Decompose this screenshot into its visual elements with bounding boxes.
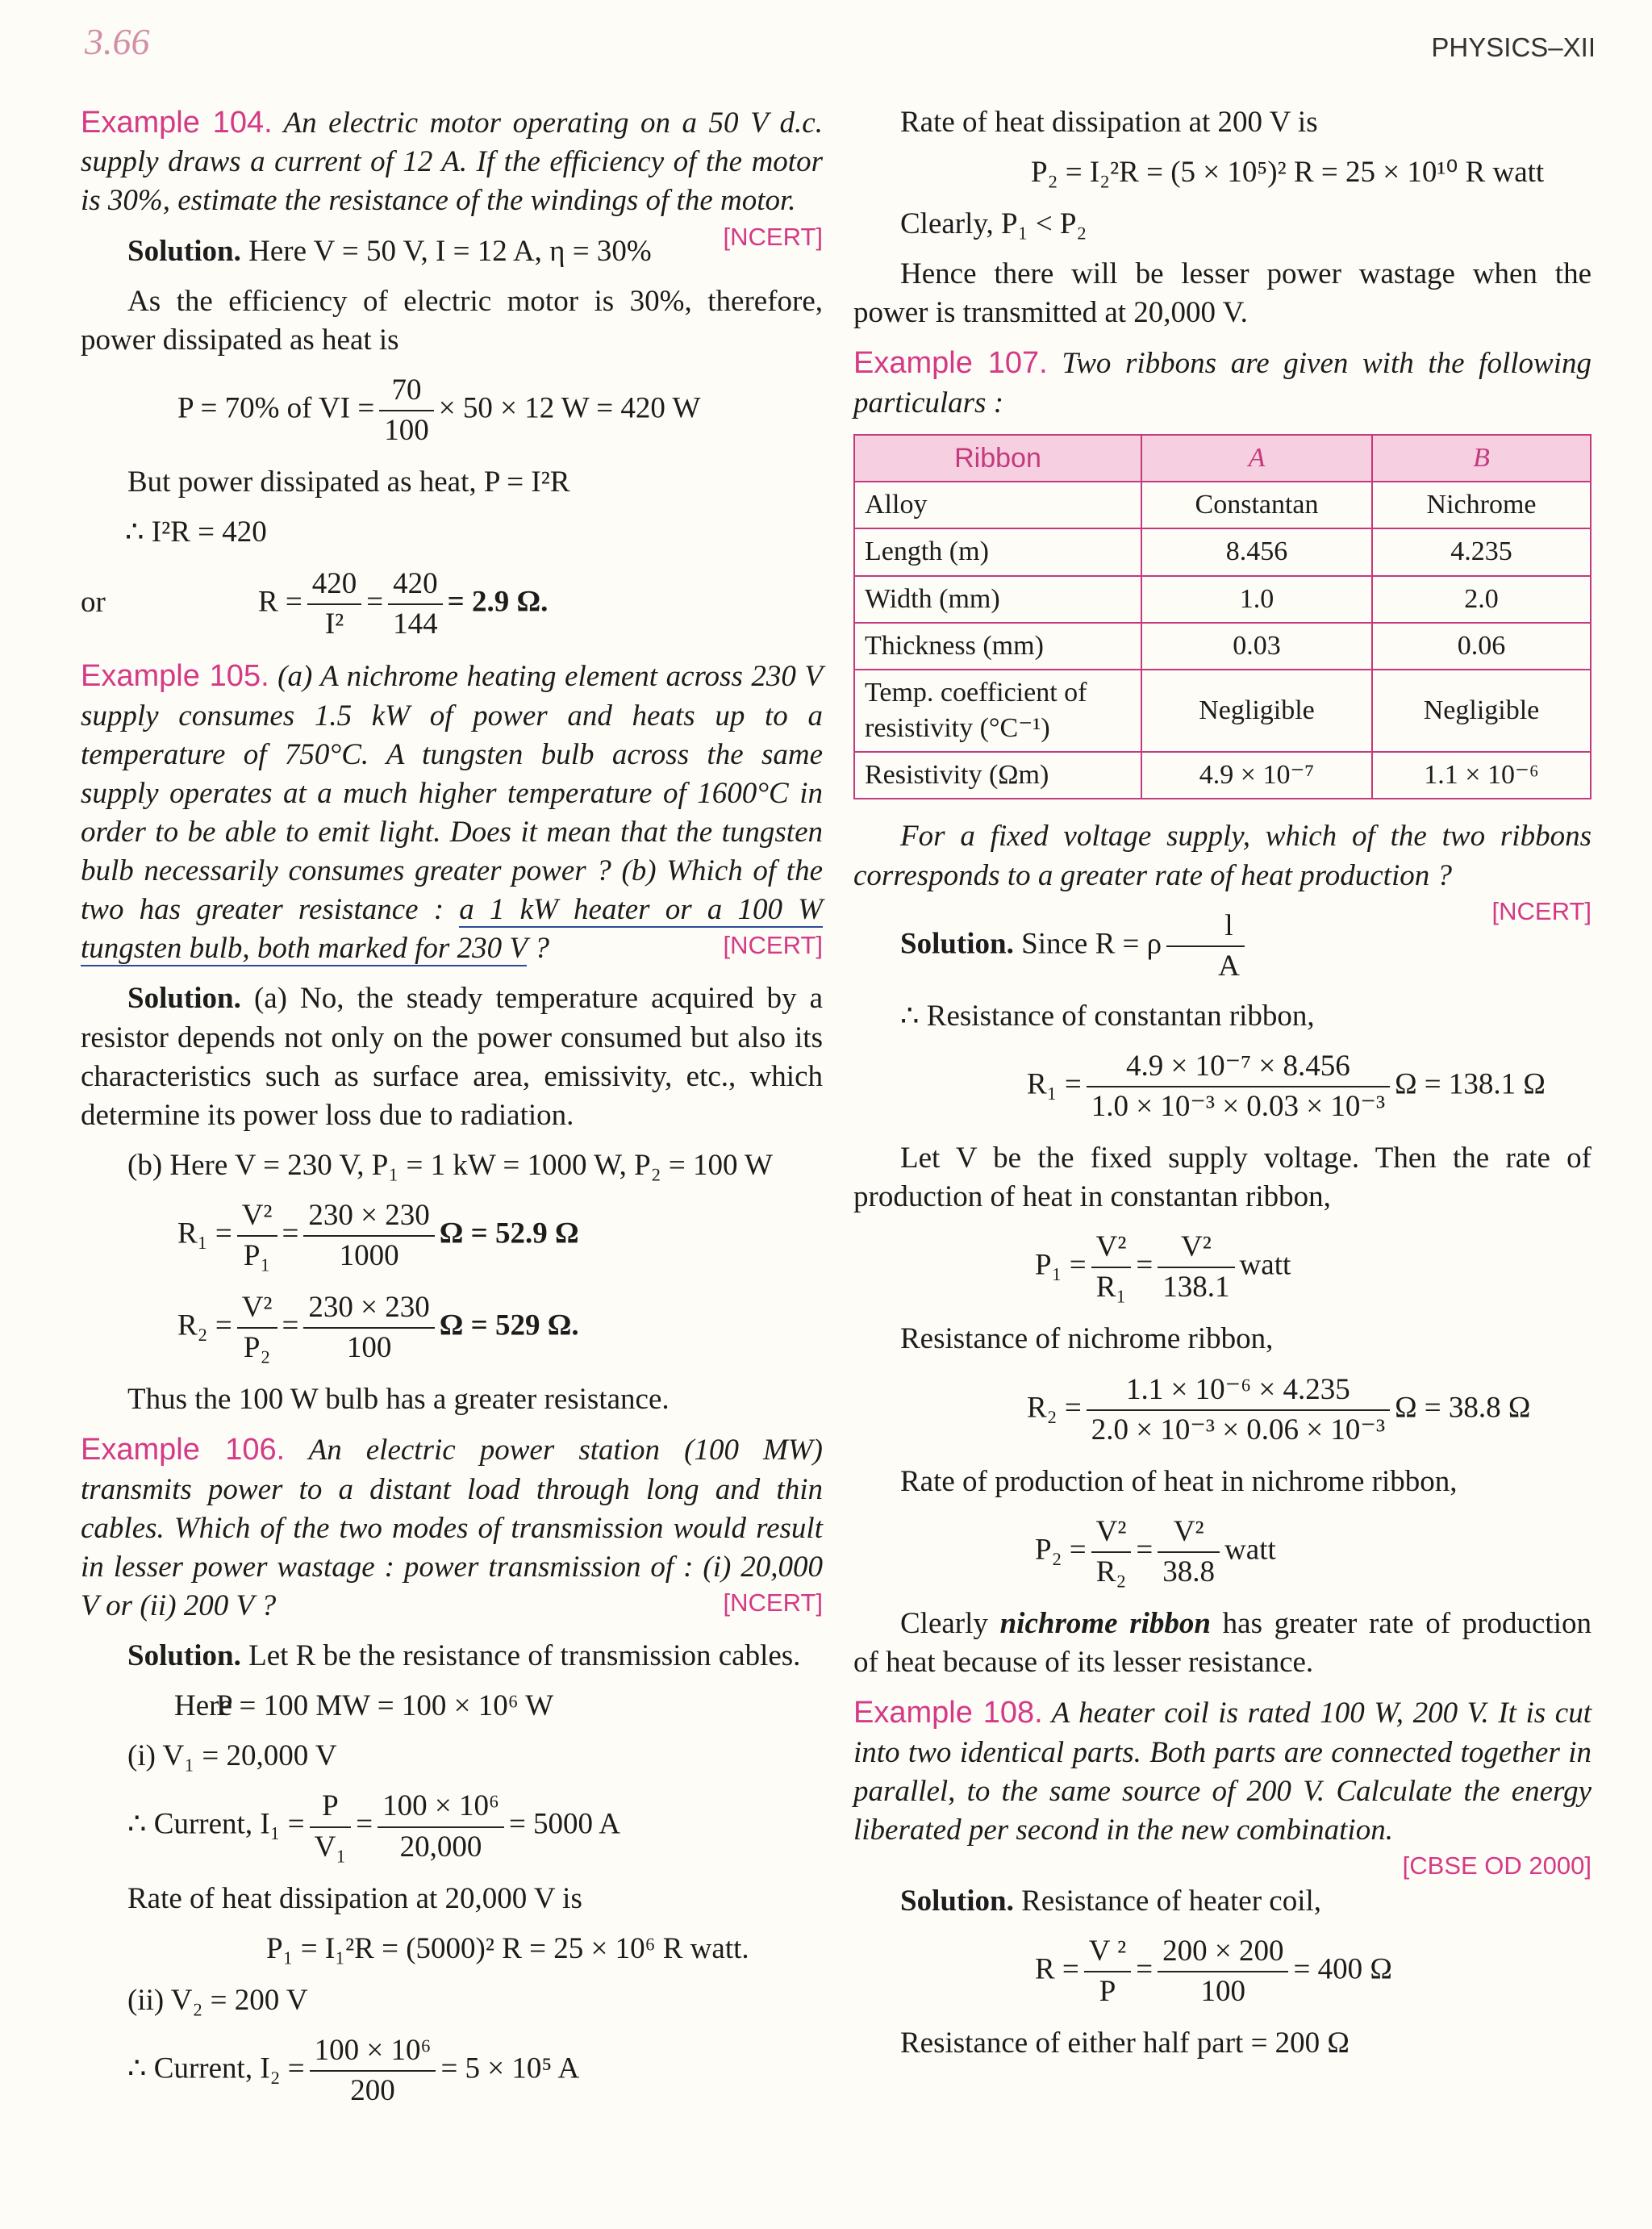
example-label: Example 104. — [81, 106, 273, 140]
eq-text: = 5 × 10⁵ A — [440, 2052, 580, 2085]
solution-line: Here V = 50 V, I = 12 A, η = 30% — [248, 234, 652, 268]
denominator: 200 — [350, 2074, 395, 2108]
denominator: 1.0 × 10⁻³ × 0.03 × 10⁻³ — [1091, 1090, 1386, 1124]
paragraph: Thus the 100 W bulb has a greater resistance. — [127, 1383, 670, 1417]
fraction — [303, 1196, 434, 1275]
solution-106 — [81, 1637, 823, 1676]
table-cell: 2.0 — [1372, 576, 1591, 623]
solution-label: Solution. — [900, 1885, 1014, 1918]
denominator: 2.0 × 10⁻³ × 0.06 × 10⁻³ — [1091, 1413, 1386, 1446]
fraction — [1087, 1371, 1390, 1450]
table-cell: 0.03 — [1141, 623, 1372, 670]
equation: P₁ = I₁²R = (5000)² R = 25 × 10⁶ R watt. — [266, 1931, 749, 1965]
eq-text: × 50 × 12 W = 420 W — [438, 391, 701, 425]
numerator: 1.1 × 10⁻⁶ × 4.235 — [1087, 1371, 1390, 1411]
paragraph: Resistance of either half part = 200 Ω — [900, 2027, 1350, 2060]
equation — [1027, 1371, 1592, 1450]
left-column — [81, 103, 823, 2123]
paragraph: Clearly, P₁ < P₂ — [900, 207, 1087, 241]
numerator: 230 × 230 — [303, 1288, 434, 1329]
numerator: 70 — [379, 371, 434, 411]
paragraph — [853, 1605, 1592, 1682]
numerator: 200 × 200 — [1158, 1932, 1288, 1972]
denominator: 138.1 — [1162, 1271, 1230, 1304]
eq-text: watt — [1224, 1533, 1276, 1567]
denominator: I² — [324, 607, 344, 641]
example-text: An electric motor operating on a 50 V d.c. supply draws a current of 12 A. If the efficiency of the motor is 30%, estimate the resistance of the windings of the motor. — [81, 106, 823, 218]
equation — [127, 2031, 823, 2110]
example-label: Example 108. — [853, 1696, 1043, 1730]
example-105 — [81, 657, 823, 968]
reference-tag: [NCERT] — [723, 931, 823, 960]
example-label: Example 106. — [81, 1433, 286, 1467]
denominator: 100 — [346, 1331, 392, 1365]
equation — [127, 1787, 823, 1866]
eq-text: R = — [258, 585, 302, 619]
fraction — [1158, 1932, 1288, 2011]
paragraph: As the efficiency of electric motor is 30%, therefore, power dissipated as heat is — [81, 284, 823, 357]
denominator: 100 — [1200, 1975, 1246, 2009]
equation — [1035, 1932, 1592, 2011]
eq-text: = — [282, 1309, 299, 1342]
fraction — [1087, 1047, 1390, 1126]
numerator: V² — [1091, 1513, 1132, 1553]
page-number: 3.66 — [85, 21, 150, 62]
denominator: R₂ — [1095, 1555, 1127, 1588]
table-cell: Negligible — [1372, 670, 1591, 752]
solution-label: Solution. — [127, 982, 241, 1016]
eq-text: ∴ Current, I₂ = — [127, 2052, 305, 2085]
eq-text: Ω = 38.8 Ω — [1395, 1391, 1531, 1425]
book-title: PHYSICS–XII — [1431, 32, 1596, 62]
eq-text: Here — [174, 1689, 232, 1723]
eq-text: = — [1136, 1533, 1153, 1567]
paragraph: Hence there will be lesser power wastage when the power is transmitted at 20,000 V. — [853, 257, 1592, 330]
denominator: 144 — [393, 607, 438, 641]
table-cell: 1.0 — [1141, 576, 1372, 623]
numerator: 420 — [307, 565, 362, 605]
table-cell: Constantan — [1141, 482, 1372, 528]
solution-label: Solution. — [127, 1639, 241, 1673]
denominator: P₁ — [243, 1239, 271, 1273]
eq-text: = — [366, 585, 384, 619]
equation — [81, 565, 823, 644]
numerator: l — [1166, 907, 1245, 947]
eq-text: P = 70% of VI = — [177, 391, 375, 425]
table-cell: Temp. coefficient of resistivity (°C⁻¹) — [854, 670, 1141, 752]
example-text: An electric power station (100 MW) transmits power to a distant load through long and thin cables. Which of the two modes of transmission would result in lesser power wastage : power transmission of : (i) 20,000 V or (ii) 200 V ? — [81, 1434, 823, 1623]
eq-text: = — [282, 1217, 299, 1250]
table-cell: 4.235 — [1372, 528, 1591, 575]
underlined-text: a 1 kW heater or a 100 W tungsten bulb, both marked for 230 V — [81, 893, 823, 966]
question-text: For a fixed voltage supply, which of the two ribbons corresponds to a greater rate of heat production ? — [853, 820, 1592, 892]
fraction — [1084, 1932, 1131, 2011]
text: Clearly — [900, 1607, 1000, 1641]
eq-text: P₂ = — [1035, 1533, 1087, 1567]
numerator: 4.9 × 10⁻⁷ × 8.456 — [1087, 1047, 1390, 1087]
fraction — [1158, 1513, 1220, 1592]
eq-text: watt — [1239, 1248, 1291, 1282]
table-header: Ribbon — [854, 435, 1141, 482]
eq-text: R₁ = — [177, 1217, 232, 1250]
eq-text: R₁ = — [1027, 1067, 1082, 1101]
fraction — [310, 1787, 352, 1866]
equation — [177, 1196, 823, 1275]
table-cell: 4.9 × 10⁻⁷ — [1141, 752, 1372, 799]
denominator: R₁ — [1095, 1271, 1127, 1304]
example-107 — [853, 344, 1592, 422]
denominator: P — [1099, 1975, 1116, 2009]
table-cell: Resistivity (Ωm) — [854, 752, 1141, 799]
equation: ∴ I²R = 420 — [125, 516, 267, 549]
numerator: V² — [1158, 1513, 1220, 1553]
example-108 — [853, 1693, 1592, 1880]
solution-104 — [81, 232, 823, 271]
denominator: 100 — [384, 413, 429, 447]
paragraph: Rate of production of heat in nichrome ribbon, — [900, 1464, 1458, 1498]
table-header: B — [1372, 435, 1591, 482]
numerator: V² — [1158, 1228, 1234, 1268]
eq-text: Since R = ρ — [1021, 927, 1162, 961]
paragraph: (i) V₁ = 20,000 V — [127, 1739, 337, 1773]
solution-line: Let R be the resistance of transmission cables. — [248, 1639, 801, 1673]
fraction — [1091, 1513, 1132, 1592]
equation — [1027, 1047, 1592, 1126]
fraction — [303, 1288, 434, 1367]
fraction — [378, 1787, 504, 1866]
table-cell: 8.456 — [1141, 528, 1372, 575]
fraction — [1091, 1228, 1132, 1307]
fraction — [388, 565, 443, 644]
equation: P₂ = I₂²R = (5 × 10⁵)² R = 25 × 10¹⁰ R watt — [1031, 156, 1545, 190]
denominator: 20,000 — [399, 1830, 482, 1864]
numerator: V² — [237, 1196, 277, 1237]
fraction — [379, 371, 434, 450]
example-text: A heater coil is rated 100 W, 200 V. It is cut into two identical parts. Both parts are connected together in parallel, to the same source of 200 V. Calculate the energy liberated per second in the new combination. — [853, 1697, 1592, 1847]
example-text: ? — [527, 932, 550, 966]
example-label: Example 107. — [853, 346, 1048, 381]
fraction — [307, 565, 362, 644]
eq-text: = — [1136, 1248, 1153, 1282]
table-row — [854, 670, 1591, 752]
equation — [1035, 1513, 1592, 1592]
eq-result: = 2.9 Ω. — [447, 585, 549, 619]
fraction — [1166, 907, 1245, 986]
eq-text: R₂ = — [177, 1309, 232, 1342]
eq-text: ∴ Current, I₁ = — [127, 1808, 305, 1842]
example-106 — [81, 1430, 823, 1626]
eq-result: Ω = 529 Ω. — [439, 1309, 579, 1342]
fraction — [1158, 1228, 1234, 1307]
reference-tag: [NCERT] — [1491, 896, 1592, 925]
paragraph: ∴ Resistance of constantan ribbon, — [900, 999, 1315, 1033]
eq-text: R = — [1035, 1952, 1079, 1986]
solution-line: Resistance of heater coil, — [1021, 1885, 1322, 1918]
solution-label: Solution. — [127, 234, 241, 268]
numerator: V² — [1091, 1228, 1132, 1268]
eq-text: Ω = 138.1 Ω — [1395, 1067, 1546, 1101]
eq-text: = 400 Ω — [1293, 1952, 1392, 1986]
eq-text: or — [81, 585, 106, 619]
denominator: 1000 — [339, 1239, 399, 1273]
eq-text: = — [1136, 1952, 1153, 1986]
eq-text: P₁ = — [1035, 1248, 1087, 1282]
table-header-row — [854, 435, 1591, 482]
equation — [177, 1288, 823, 1367]
table-cell: Alloy — [854, 482, 1141, 528]
table-row — [854, 752, 1591, 799]
paragraph: (ii) V₂ = 200 V — [127, 1983, 308, 2017]
denominator: P₂ — [243, 1331, 271, 1365]
numerator: 100 × 10⁶ — [310, 2031, 436, 2072]
example-text: Two ribbons are given with the following particulars : — [853, 347, 1592, 420]
example-label: Example 105. — [81, 659, 269, 694]
solution-108 — [853, 1882, 1592, 1921]
eq-text: R₂ = — [1027, 1391, 1082, 1425]
table-cell: Negligible — [1141, 670, 1372, 752]
reference-tag: [NCERT] — [723, 1588, 823, 1617]
equation — [177, 371, 823, 450]
eq-text: = 5000 A — [508, 1808, 620, 1842]
reference-tag: [NCERT] — [723, 222, 823, 251]
right-column — [853, 103, 1592, 2075]
numerator: V² — [237, 1288, 277, 1329]
denominator: 38.8 — [1162, 1555, 1216, 1588]
numerator: P — [310, 1787, 352, 1827]
fraction — [310, 2031, 436, 2110]
example-text: (a) A nichrome heating element across 230 V supply consumes 1.5 kW of power and heats up to a temperature of 750°C. A tungsten bulb across the same supply operates at a much higher temperature of 1600°C in order to be able to emit light. Does it mean that the tungsten bulb necessarily consumes greater power ? (b) Which of the two has greater resistance : — [81, 660, 823, 927]
paragraph: Let V be the fixed supply voltage. Then the rate of production of heat in constantan ribbon, — [853, 1142, 1592, 1214]
eq-result: Ω = 52.9 Ω — [439, 1217, 579, 1250]
solution-label: Solution. — [900, 927, 1014, 961]
table-row — [854, 528, 1591, 575]
question-107 — [853, 817, 1592, 925]
ribbon-table — [853, 434, 1592, 800]
text: has greater rate of production of heat because of its lesser resistance. — [853, 1607, 1592, 1680]
table-cell: Thickness (mm) — [854, 623, 1141, 670]
paragraph: But power dissipated as heat, P = I²R — [127, 465, 570, 499]
table-header: A — [1141, 435, 1372, 482]
paragraph: Rate of heat dissipation at 200 V is — [900, 106, 1318, 139]
paragraph — [81, 1687, 823, 1726]
table-cell: 1.1 × 10⁻⁶ — [1372, 752, 1591, 799]
emphasis-text: nichrome ribbon — [999, 1607, 1211, 1641]
fraction — [237, 1196, 277, 1275]
table-row — [854, 576, 1591, 623]
paragraph: Resistance of nichrome ribbon, — [900, 1322, 1274, 1356]
equation — [1035, 1228, 1592, 1307]
denominator: V₁ — [314, 1830, 347, 1864]
table-cell: Width (mm) — [854, 576, 1141, 623]
solution-line: (a) No, the steady temperature acquired by a resistor depends not only on the power consumed but also its characteristics such as surface area, emissivity, etc., which determine its power loss due to radiation. — [81, 982, 824, 1132]
numerator: 230 × 230 — [303, 1196, 434, 1237]
eq-text: = — [356, 1808, 373, 1842]
paragraph: Rate of heat dissipation at 20,000 V is — [127, 1881, 582, 1915]
denominator: A — [1218, 949, 1240, 983]
solution-105 — [81, 979, 823, 1134]
paragraph: (b) Here V = 230 V, P₁ = 1 kW = 1000 W, P₂ = 100 W — [127, 1148, 773, 1182]
fraction — [237, 1288, 277, 1367]
table-row — [854, 482, 1591, 528]
numerator: 420 — [388, 565, 443, 605]
table-row — [854, 623, 1591, 670]
reference-tag: [CBSE OD 2000] — [1402, 1851, 1592, 1880]
table-cell: 0.06 — [1372, 623, 1591, 670]
table-cell: Nichrome — [1372, 482, 1591, 528]
eq-text: P = 100 MW = 100 × 10⁶ W — [216, 1689, 554, 1723]
table-cell: Length (m) — [854, 528, 1141, 575]
numerator: 100 × 10⁶ — [378, 1787, 504, 1827]
numerator: V ² — [1084, 1932, 1131, 1972]
